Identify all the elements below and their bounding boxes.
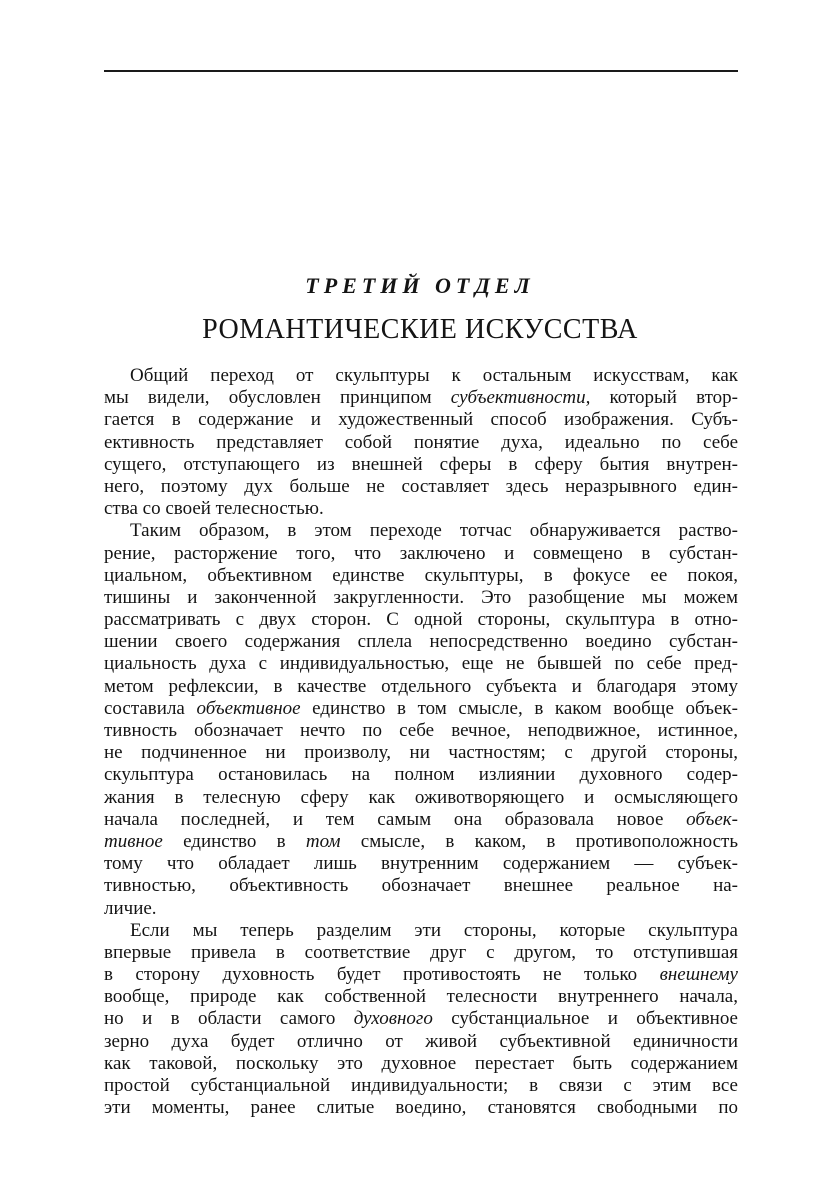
text-line: тивностью, объективность обозначает внешнее реальное на- [104,875,738,897]
text-line: как таковой, поскольку это духовное перестает быть содержанием [104,1052,738,1074]
text-line: скульптура остановилась на полном излиянии духовного содер- [104,764,738,786]
text-line: рассматривать с двух сторон. С одной стороны, скульптура в отно- [104,609,738,631]
text-line: циальность духа с индивидуальностью, еще не бывшей по себе пред- [104,653,738,675]
text-line: гается в содержание и художественный способ изображения. Субъ- [104,409,738,431]
text-line: тивное единство в том смысле, в каком, в противоположность [104,830,738,852]
text-line: эти моменты, ранее слитые воедино, становятся свободными по [104,1097,738,1119]
text-line: составила объективное единство в том смысле, в каком вообще объек- [104,697,738,719]
text-line: Общий переход от скульптуры к остальным искусствам, как [130,365,738,386]
text-line: шении своего содержания сплела непосредственно воедино субстан- [104,631,738,653]
text-line: личие. [104,897,157,919]
text-line: впервые привела в соответствие друг с другом, то отступившая [104,941,738,963]
text-line: тому что обладает лишь внутренним содержанием — субъек- [104,853,738,875]
text-line: ства со своей телесностью. [104,498,324,520]
text-line: зерно духа будет отлично от живой субъективной единичности [104,1030,738,1052]
text-line: тивность обозначает нечто по себе вечное, неподвижное, истинное, [104,720,738,741]
text-line: вообще, природе как собственной телесности внутреннего начала, [104,986,738,1008]
text-line: в сторону духовность будет противостоять не только внешнему [104,964,738,986]
text-line: Таким образом, в этом переходе тотчас обнаруживается раство- [130,520,738,542]
text-line: но и в области самого духовного субстанциальное и объективное [104,1008,738,1030]
text-line: него, поэтому дух больше не составляет здесь неразрывного един- [104,475,738,497]
text-line: сущего, отступающего из внешней сферы в сферу бытия внутрен- [104,453,738,475]
text-line: метом рефлексии, в качестве отдельного субъекта и благодаря этому [104,675,738,697]
body-text [104,365,738,1119]
text-line: начала последней, и тем самым она образовала новое объек- [104,808,738,830]
text-line: ективность представляет собой понятие духа, идеально по себе [104,431,738,453]
text-line: мы видели, обусловлен принципом субъективности, который втор- [104,387,738,409]
text-line: простой субстанциальной индивидуальности; в связи с этим все [104,1075,738,1096]
top-rule [104,70,738,72]
text-line: не подчиненное ни произволу, ни частностям; с другой стороны, [104,742,738,764]
section-label: ТРЕТИЙ ОТДЕЛ [305,273,535,298]
text-line: циальном, объективном единстве скульптуры, в фокусе ее покоя, [104,564,738,586]
text-line: рение, расторжение того, что заключено и совмещено в субстан- [104,542,738,564]
text-line: Если мы теперь разделим эти стороны, которые скульптура [130,919,738,941]
text-line: жания в телесную сферу как оживотворяющего и осмысляющего [104,786,738,808]
text-line: тишины и законченной закругленности. Это разобщение мы можем [104,586,738,608]
section-title: РОМАНТИЧЕСКИЕ ИСКУССТВА [202,314,638,345]
